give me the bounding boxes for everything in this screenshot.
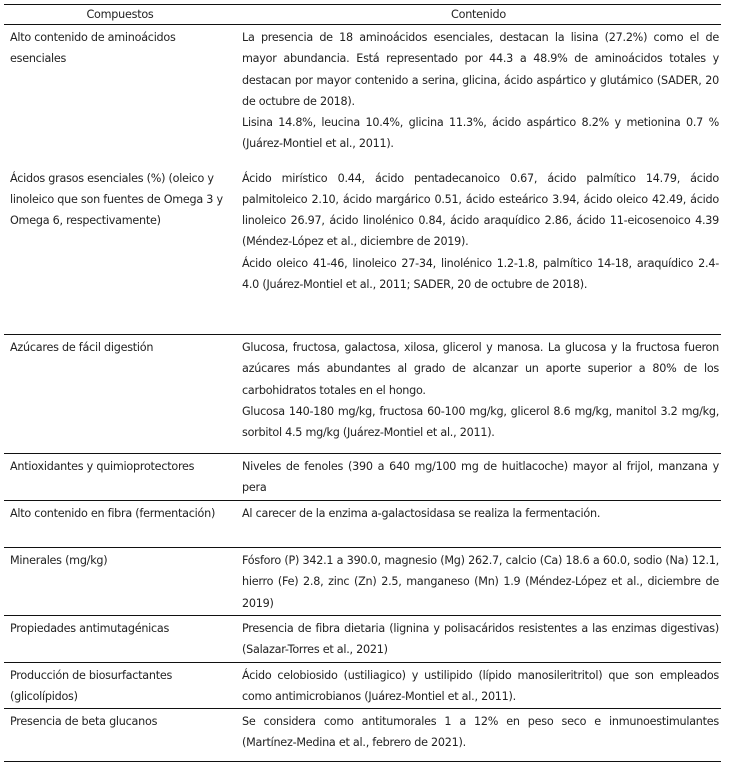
table-header-row — [4, 5, 721, 25]
table-row — [4, 663, 721, 709]
compound-cell: Antioxidantes y quimioprotectores — [4, 454, 236, 501]
content-paragraph: Glucosa, fructosa, galactosa, xilosa, glicerol y manosa. La glucosa y la fructosa fueron azúcares más abundantes al grado de alcanzar un aporte superior a 80% de los carbohidratos totales en el hongo. — [242, 341, 719, 397]
compound-cell: Propiedades antimutagénicas — [4, 616, 236, 663]
compound-cell: Presencia de beta glucanos — [4, 709, 236, 762]
table-row — [4, 709, 721, 762]
header-contenido: Contenido — [236, 5, 721, 25]
compound-cell: Alto contenido de aminoácidos esenciales — [10, 31, 176, 66]
compound-cell: Azúcares de fácil digestión — [4, 335, 236, 454]
content-paragraph: Lisina 14.8%, leucina 10.4%, glicina 11.3%, ácido aspártico 8.2% y metionina 0.7 % (Juárez-Montiel et al., 2011). — [242, 116, 719, 151]
table-row — [4, 548, 721, 616]
header-compuestos: Compuestos — [4, 5, 236, 25]
content-cell — [236, 335, 721, 454]
table-row — [4, 166, 721, 335]
content-paragraph: La presencia de 18 aminoácidos esenciales, destacan la lisina (27.2%) como el de mayor abundancia. Está representado por 44.3 a 48.9% de aminoácidos totales y destacan por mayor contenido a serina, glicina, ácido aspártico y glutámico (SADER, 20 de octubre de 2018). — [242, 31, 719, 108]
table-row — [4, 25, 721, 166]
content-paragraph: Ácido mirístico 0.44, ácido pentadecanoico 0.67, ácido palmítico 14.79, ácido palmitoleico 2.10, ácido margárico 0.51, ácido esteárico 3.94, ácido oleico 42.49, ácido linoleico 26.97, ácido linolénico 0.84, ácido araquídico 2.86, ácido 11-eicosenoico 4.39 (Méndez-López et al., diciembre de 2019). — [242, 171, 719, 249]
content-paragraph: Niveles de fenoles (390 a 640 mg/100 mg de huitlacoche) mayor al frijol, manzana y pera — [242, 460, 719, 495]
content-cell — [236, 709, 721, 762]
content-paragraph: Ácido oleico 41-46, linoleico 27-34, linolénico 1.2-1.8, palmítico 14-18, araquídico 2.4-4.0 (Juárez-Montiel et al., 2011; SADER, 20 de octubre de 2018). — [242, 256, 719, 291]
table-row — [4, 616, 721, 663]
table-row — [4, 454, 721, 501]
compound-cell: Producción de biosurfactantes (glicolípidos) — [4, 663, 236, 709]
content-paragraph: Glucosa 140-180 mg/kg, fructosa 60-100 mg/kg, glicerol 8.6 mg/kg, manitol 3.2 mg/kg, sorbitol 4.5 mg/kg (Juárez-Montiel et al., 2011). — [242, 404, 719, 440]
content-paragraph: Presencia de fibra dietaria (lignina y polisacáridos resistentes a las enzimas digestivas) (Salazar-Torres et al., 2021) — [242, 622, 719, 657]
compound-cell: Alto contenido en fibra (fermentación) — [4, 501, 236, 548]
content-paragraph: Ácido celobiosido (ustiliagico) y ustilipido (lípido manosileritritol) que son empleados como antimicrobianos (Juárez-Montiel et al., 2011). — [242, 669, 719, 704]
content-cell — [236, 501, 721, 548]
content-cell — [236, 25, 721, 166]
content-cell — [236, 166, 721, 335]
table-row — [4, 335, 721, 454]
content-cell — [236, 616, 721, 663]
content-cell — [236, 454, 721, 501]
table-row — [4, 501, 721, 548]
content-cell — [236, 548, 721, 616]
content-paragraph: Al carecer de la enzima a-galactosidasa se realiza la fermentación. — [242, 507, 601, 520]
content-paragraph: Se considera como antitumorales 1 a 12% en peso seco e inmunoestimulantes (Martínez-Medina et al., febrero de 2021). — [242, 715, 719, 750]
compound-cell: Ácidos grasos esenciales (%) (oleico y linoleico que son fuentes de Omega 3 y Omega 6, respectivamente) — [4, 166, 236, 335]
content-cell — [236, 663, 721, 709]
composition-table — [4, 4, 721, 762]
compound-cell: Minerales (mg/kg) — [4, 548, 236, 616]
content-paragraph: Fósforo (P) 342.1 a 390.0, magnesio (Mg) 262.7, calcio (Ca) 18.6 a 60.0, sodio (Na) 12.1, hierro (Fe) 2.8, zinc (Zn) 2.5, manganeso (Mn) 1.9 (Méndez-López et al., diciembre de 2019) — [242, 554, 719, 610]
